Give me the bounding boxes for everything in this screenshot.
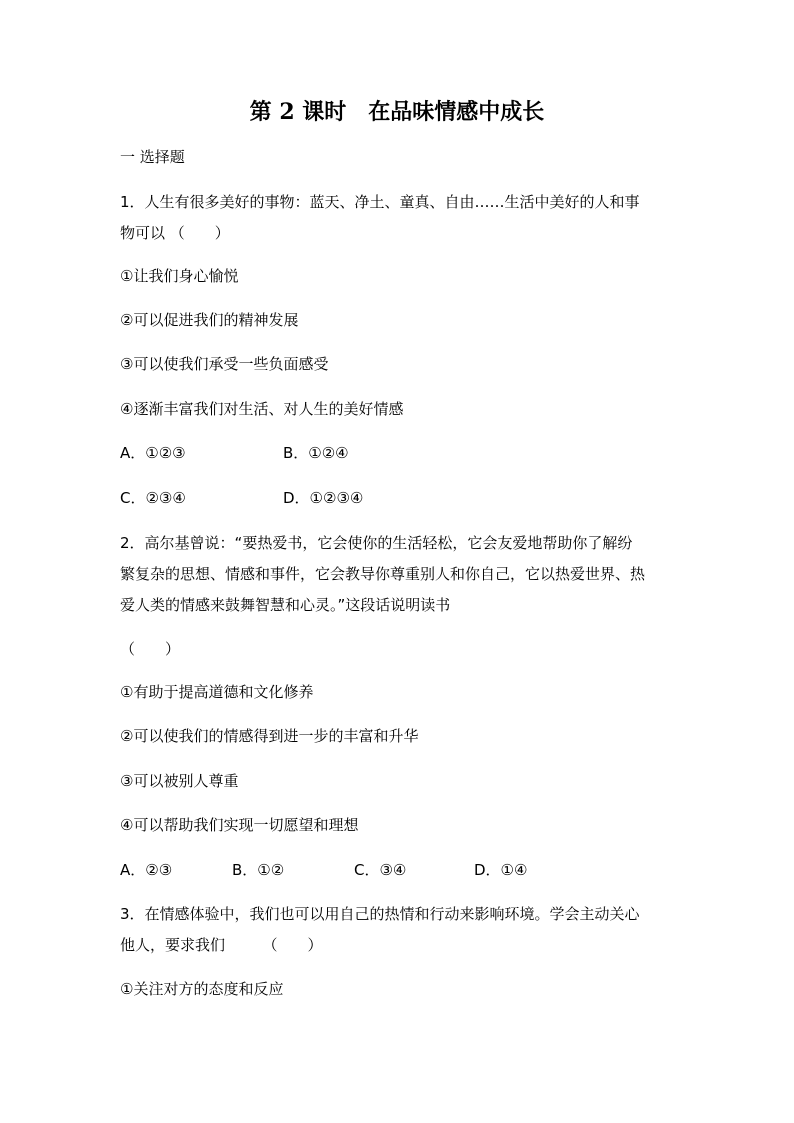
q1-option-a: A．①②③ xyxy=(120,444,186,462)
q2-item-2: ②可以使我们的情感得到进一步的丰富和升华 xyxy=(120,727,419,745)
q1-item-3: ③可以使我们承受一些负面感受 xyxy=(120,355,329,373)
q2-item-4: ④可以帮助我们实现一切愿望和理想 xyxy=(120,816,359,834)
q1-item-4: ④逐渐丰富我们对生活、对人生的美好情感 xyxy=(120,400,404,418)
q2-stem-line-3: 爱人类的情感来鼓舞智慧和心灵。”这段话说明读书 xyxy=(120,596,451,614)
section-heading: 一 选择题 xyxy=(120,148,185,166)
q1-item-2: ②可以促进我们的精神发展 xyxy=(120,311,299,329)
q2-item-3: ③可以被别人尊重 xyxy=(120,772,239,790)
q3-stem-line-2: 他人，要求我们 （ ） xyxy=(120,936,323,954)
q1-option-d: D．①②③④ xyxy=(283,489,364,507)
q1-stem-line-2: 物可以 （ ） xyxy=(120,224,230,242)
q3-stem-line-1: 3．在情感体验中，我们也可以用自己的热情和行动来影响环境。学会主动关心 xyxy=(120,905,640,923)
q1-stem-line-1: 1．人生有很多美好的事物：蓝天、净土、童真、自由……生活中美好的人和事 xyxy=(120,193,640,211)
q2-item-1: ①有助于提高道德和文化修养 xyxy=(120,683,314,701)
q2-option-c: C．③④ xyxy=(354,861,407,879)
q2-option-d: D．①④ xyxy=(474,861,528,879)
q2-option-b: B．①② xyxy=(232,861,285,879)
q1-option-c: C．②③④ xyxy=(120,489,186,507)
q2-option-a: A．②③ xyxy=(120,861,173,879)
q3-item-1: ①关注对方的态度和反应 xyxy=(120,980,284,998)
page-title: 第 2 课时 在品味情感中成长 xyxy=(249,99,545,125)
q2-stem-line-2: 繁复杂的思想、情感和事件，它会教导你尊重别人和你自己，它以热爱世界、热 xyxy=(120,565,646,583)
q2-answer-blank: （ ） xyxy=(120,640,181,658)
q1-option-b: B．①②④ xyxy=(283,444,349,462)
q1-item-1: ①让我们身心愉悦 xyxy=(120,267,239,285)
q2-stem-line-1: 2．高尔基曾说：“要热爱书，它会使你的生活轻松，它会友爱地帮助你了解纷 xyxy=(120,534,633,552)
